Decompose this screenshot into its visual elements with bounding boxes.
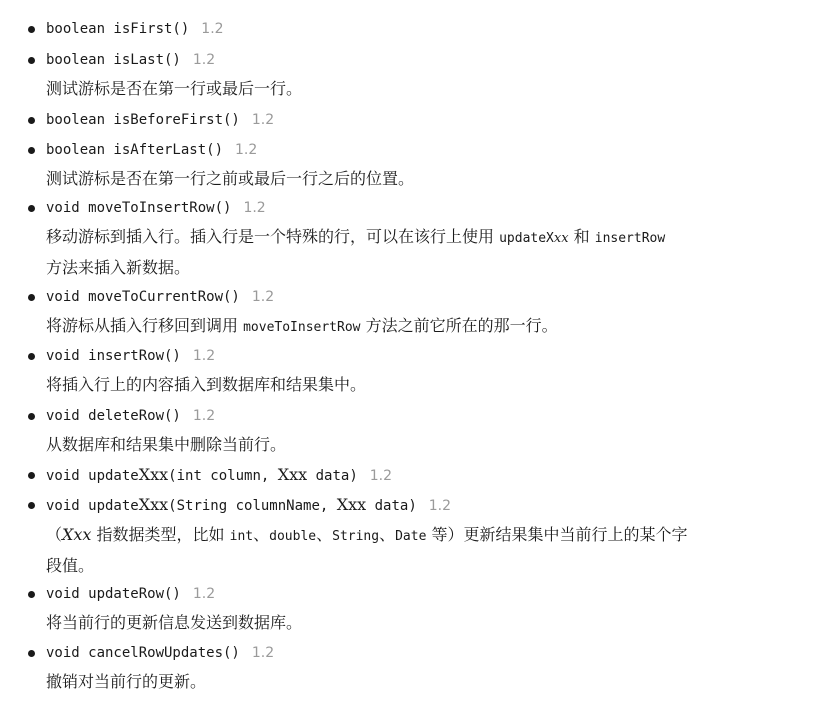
signature-deleteRow [28,406,215,426]
description-isBeforeFirst-isAfterLast: 测试游标是否在第一行之前或最后一行之后的位置。 [46,169,415,188]
method-code: void updateRow() [46,586,181,602]
method-code: void updateXxx(String columnName, Xxx data) [46,495,417,514]
method-code: void moveToInsertRow() [46,200,232,216]
version-label: 1.2 [235,142,258,158]
method-code: boolean isAfterLast() [46,142,224,158]
method-code: void moveToCurrentRow() [46,289,240,305]
version-label: 1.2 [192,348,216,364]
method-code: void insertRow() [46,348,181,364]
method-code: boolean isBeforeFirst() [46,112,240,128]
bullet-icon [28,147,35,154]
description-updateRow: 将当前行的更新信息发送到数据库。 [46,613,303,632]
method-code: void cancelRowUpdates() [46,645,240,661]
signature-updateRow [28,584,215,604]
signature-isAfterLast [28,140,257,160]
signature-isLast [28,50,215,70]
signature-moveToInsertRow [28,198,266,218]
method-code: void deleteRow() [46,408,181,424]
bullet-icon [28,57,35,64]
signature-isFirst [28,19,224,39]
bullet-icon [28,353,35,360]
method-code: boolean isFirst() [46,21,190,37]
version-label: 1.2 [192,586,216,602]
bullet-icon [28,294,35,301]
bullet-icon [28,502,35,509]
bullet-icon [28,117,35,124]
bullet-icon [28,413,35,420]
method-code: boolean isLast() [46,52,181,68]
version-label: 1.2 [369,468,393,484]
method-code: void updateXxx(int column, Xxx data) [46,465,358,484]
signature-cancelRowUpdates [28,643,274,663]
signature-isBeforeFirst [28,110,274,130]
description-deleteRow: 从数据库和结果集中删除当前行。 [46,435,287,454]
version-label: 1.2 [251,112,275,128]
version-label: 1.2 [243,200,266,216]
signature-insertRow [28,346,215,366]
description-cancelRowUpdates: 撤销对当前行的更新。 [46,672,207,691]
version-label: 1.2 [192,408,216,424]
version-label: 1.2 [201,21,224,37]
signature-moveToCurrentRow [28,287,274,307]
bullet-icon [28,591,35,598]
bullet-icon [28,205,35,212]
version-label: 1.2 [251,645,275,661]
description-updateXxx: （Xxx 指数据类型，比如 int、double、String、Date 等）更新结果集中当前行上的某个字 段值。 [46,525,688,575]
bullet-icon [28,472,35,479]
bullet-icon [28,650,35,657]
version-label: 1.2 [428,498,452,514]
description-moveToCurrentRow: 将游标从插入行移回到调用 moveToInsertRow 方法之前它所在的那一行。 [46,316,558,335]
version-label: 1.2 [251,289,275,305]
version-label: 1.2 [192,52,216,68]
bullet-icon [28,26,35,33]
signature-updateXxx-string [28,495,451,516]
signature-updateXxx-int [28,465,392,486]
description-moveToInsertRow: 移动游标到插入行。插入行是一个特殊的行，可以在该行上使用 updateXxx 和 insertRow 方法来插入新数据。 [46,227,666,277]
description-isFirst-isLast: 测试游标是否在第一行或最后一行。 [46,79,303,98]
description-insertRow: 将插入行上的内容插入到数据库和结果集中。 [46,375,367,394]
